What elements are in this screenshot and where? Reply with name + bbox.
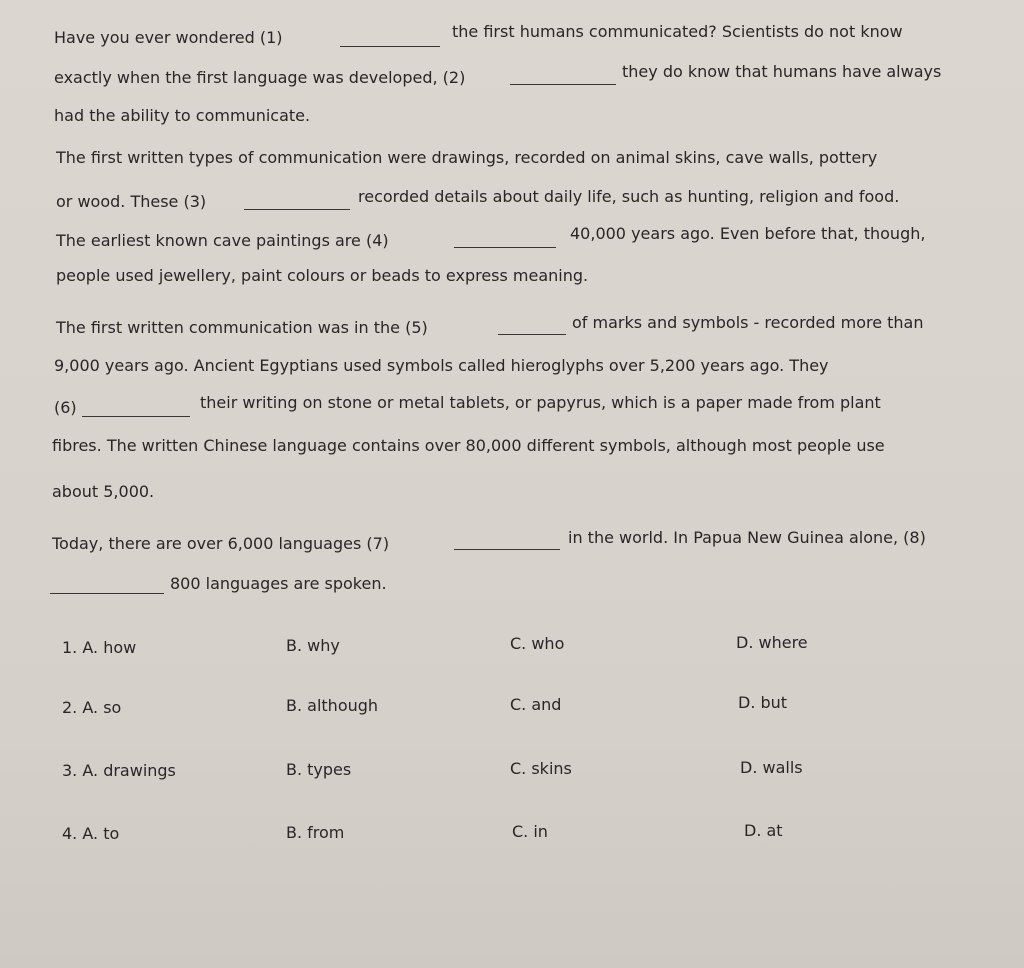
p2-line1: The first written types of communication were drawings, recorded on animal skins, cave walls, pottery	[56, 148, 878, 167]
q4-option-d[interactable]: D. at	[744, 821, 783, 840]
q3-option-c[interactable]: C. skins	[510, 759, 572, 778]
p1-line3: had the ability to communicate.	[54, 106, 311, 125]
p2-line3-end: 40,000 years ago. Even before that, though,	[570, 224, 926, 243]
q4-option-c[interactable]: C. in	[512, 822, 548, 841]
q1-option-d[interactable]: D. where	[736, 633, 808, 652]
q1-option-b[interactable]: B. why	[286, 636, 340, 655]
q3-option-b[interactable]: B. types	[286, 760, 352, 779]
p3-line3-end: their writing on stone or metal tablets, or papyrus, which is a paper made from plant	[200, 393, 881, 412]
q1-option-c[interactable]: C. who	[510, 634, 565, 653]
p3-line2: 9,000 years ago. Ancient Egyptians used symbols called hieroglyphs over 5,200 years ago. They	[54, 356, 829, 375]
q3-option-a[interactable]: 3. A. drawings	[62, 761, 176, 780]
p1-line1-start: Have you ever wondered (1)	[54, 28, 283, 47]
blank-6	[82, 416, 190, 417]
q4-option-a[interactable]: 4. A. to	[62, 824, 120, 843]
p2-line4: people used jewellery, paint colours or beads to express meaning.	[56, 266, 589, 285]
blank-5	[498, 334, 566, 335]
blank-4	[454, 247, 556, 248]
p3-line1-start: The first written communication was in the (5)	[56, 318, 428, 337]
blank-8	[50, 593, 164, 594]
q2-option-d[interactable]: D. but	[738, 693, 788, 712]
q3-option-d[interactable]: D. walls	[740, 758, 803, 777]
p3-line1-end: of marks and symbols - recorded more than	[572, 313, 924, 332]
p4-line1-start: Today, there are over 6,000 languages (7)	[52, 534, 390, 553]
p4-line1-end: in the world. In Papua New Guinea alone, (8)	[568, 528, 926, 547]
blank-7	[454, 549, 560, 550]
p1-line2-start: exactly when the first language was developed, (2)	[54, 68, 466, 87]
q2-option-b[interactable]: B. although	[286, 696, 379, 715]
blank-1	[340, 46, 440, 47]
q1-option-a[interactable]: 1. A. how	[62, 638, 137, 657]
blank-2	[510, 84, 616, 85]
p1-line1-end: the first humans communicated? Scientists do not know	[452, 22, 903, 41]
p4-line2-end: 800 languages are spoken.	[170, 574, 387, 593]
p2-line2-start: or wood. These (3)	[56, 192, 207, 211]
p2-line2-end: recorded details about daily life, such as hunting, religion and food.	[358, 187, 900, 206]
p2-line3-start: The earliest known cave paintings are (4)	[56, 231, 389, 250]
p3-line5: about 5,000.	[52, 482, 155, 501]
p1-line2-end: they do know that humans have always	[622, 62, 942, 81]
p3-line4: fibres. The written Chinese language contains over 80,000 different symbols, although most people use	[52, 436, 885, 455]
blank-3	[244, 209, 350, 210]
q2-option-c[interactable]: C. and	[510, 695, 562, 714]
q4-option-b[interactable]: B. from	[286, 823, 345, 842]
p3-line3-start: (6)	[54, 398, 77, 417]
q2-option-a[interactable]: 2. A. so	[62, 698, 122, 717]
